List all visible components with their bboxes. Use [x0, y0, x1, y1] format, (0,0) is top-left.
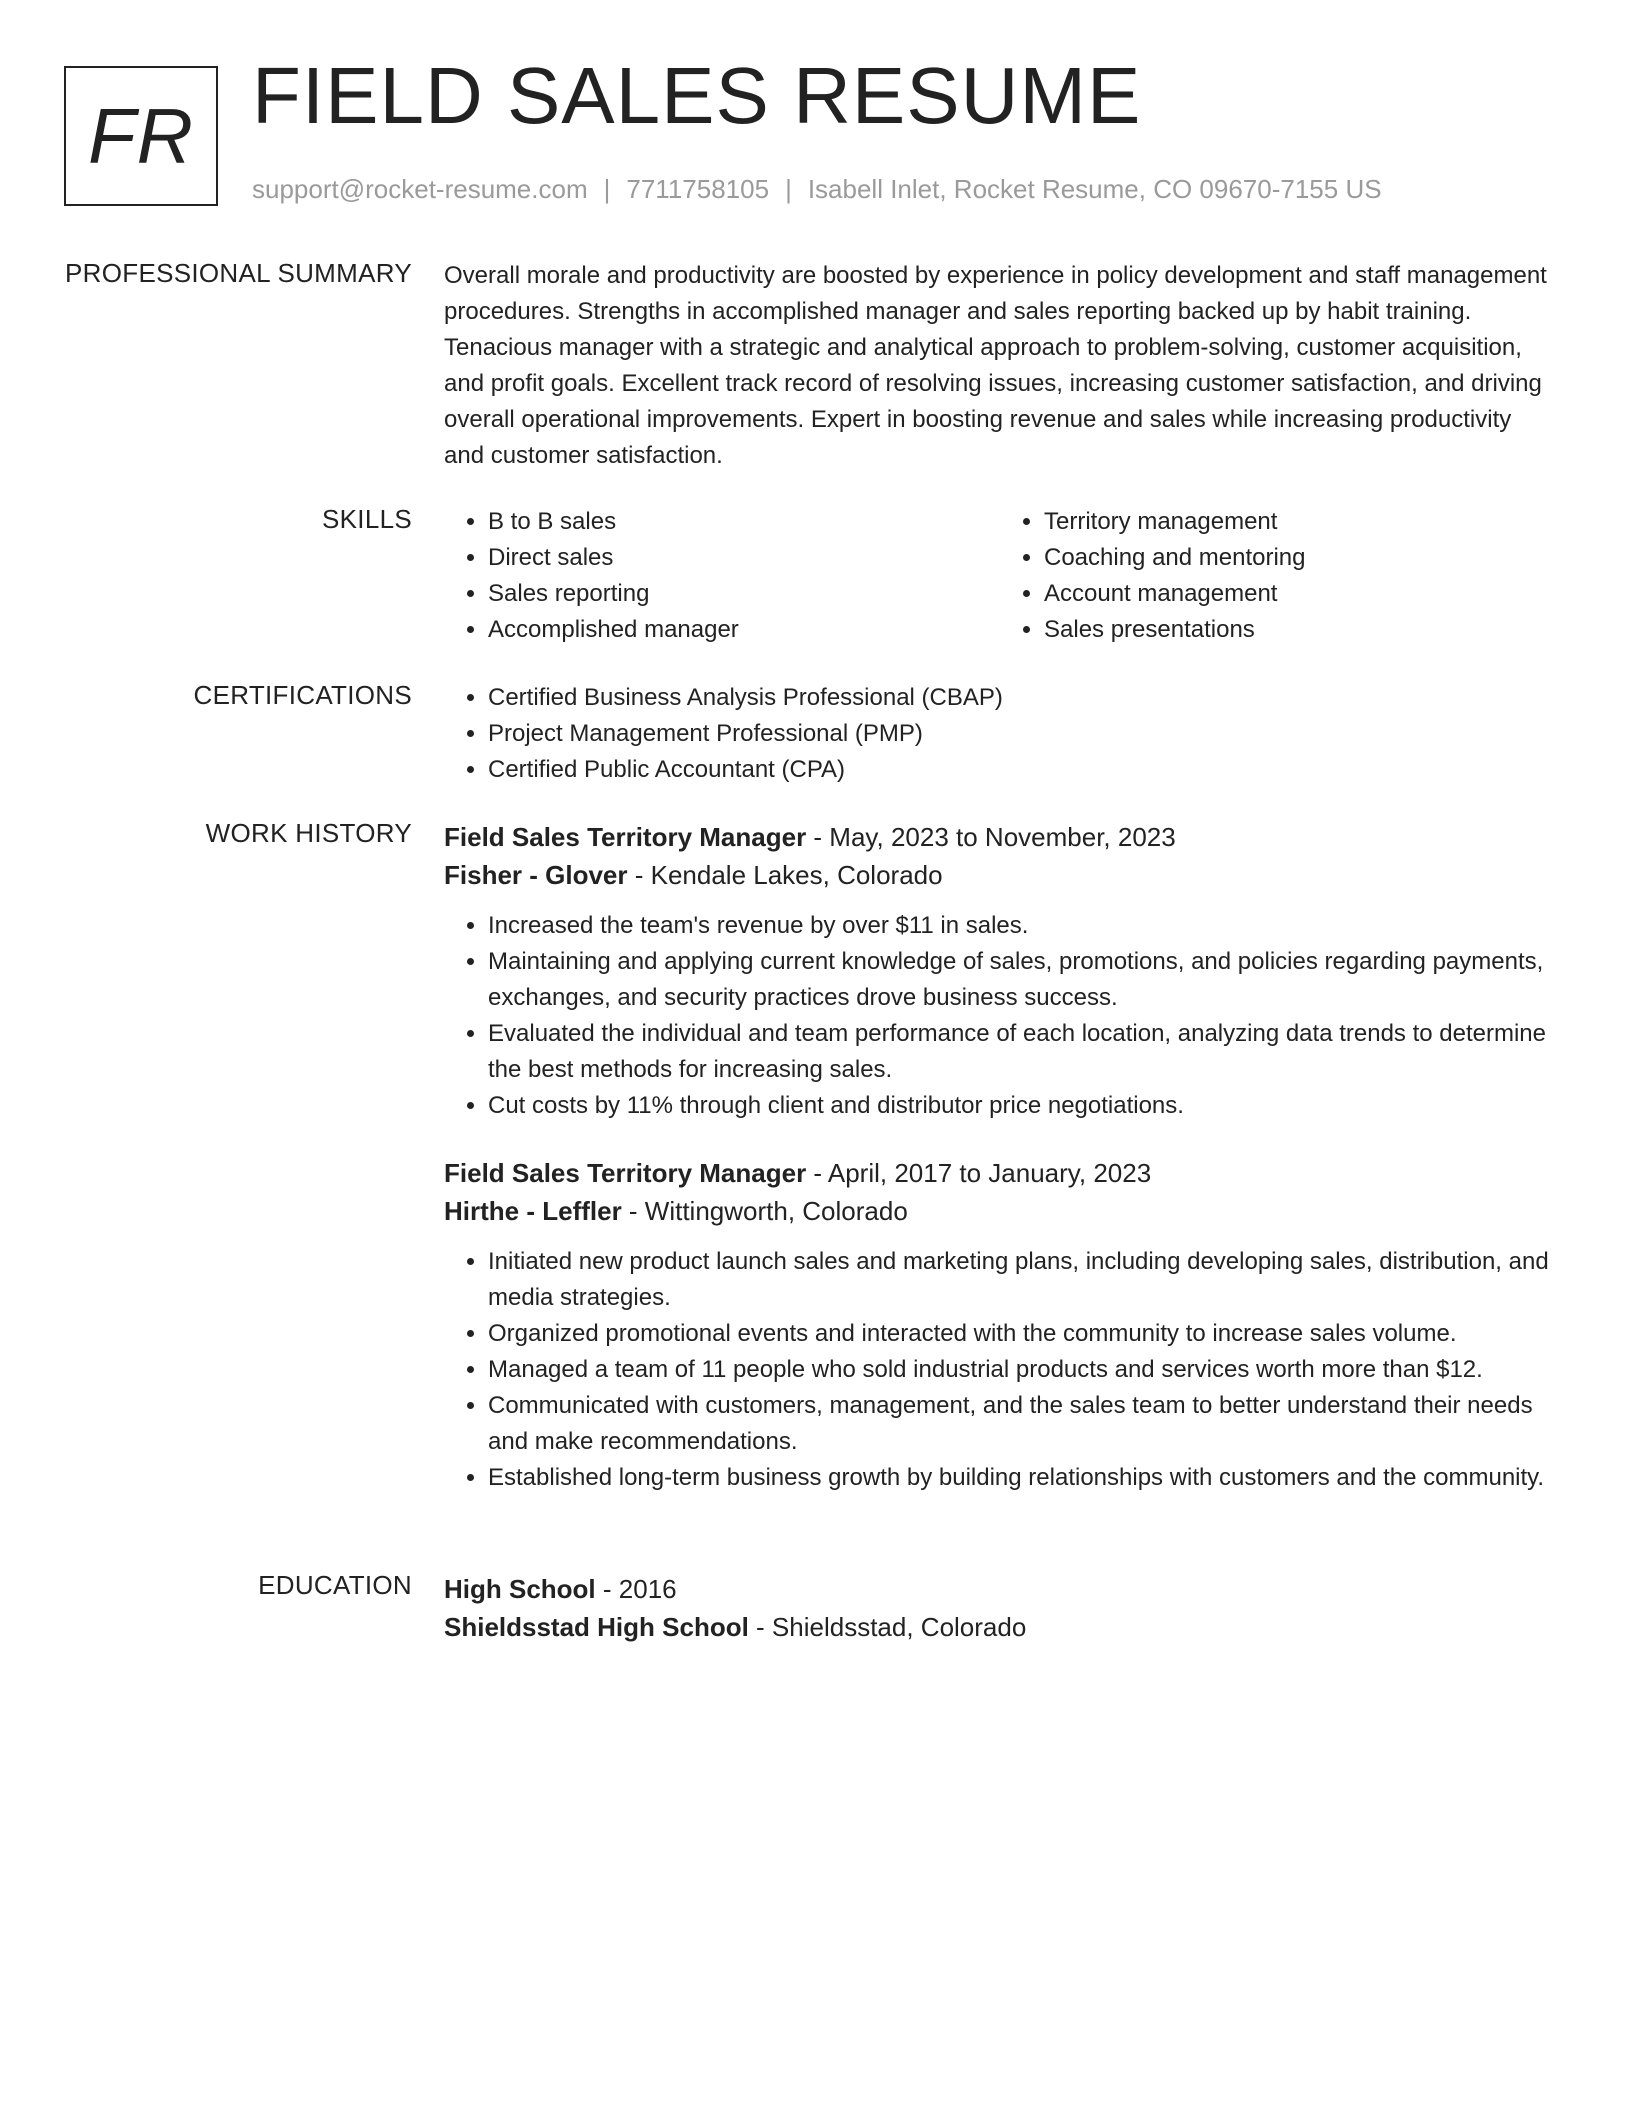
skill-item: • Territory management: [1044, 504, 1556, 540]
education-school-line: [444, 1608, 1556, 1646]
job-company: Fisher - Glover: [444, 860, 628, 890]
skills-columns: [444, 504, 1556, 648]
job-entry: [444, 1154, 1556, 1496]
monogram-box: [64, 66, 218, 206]
job-bullets: [444, 908, 1556, 1124]
skill-item: • B to B sales: [488, 504, 1000, 540]
certifications-content: [444, 680, 1556, 788]
section-label-education: EDUCATION: [258, 1570, 412, 1600]
job-bullet: • Increased the team's revenue by over $11 in sales.: [488, 908, 1556, 944]
job-location: - Kendale Lakes, Colorado: [627, 860, 943, 890]
certifications-list: [444, 680, 1556, 788]
monogram-initials: FR: [88, 91, 194, 180]
skill-item: • Account management: [1044, 576, 1556, 612]
job-company: Hirthe - Leffler: [444, 1196, 622, 1226]
job-title: Field Sales Territory Manager: [444, 1158, 807, 1188]
education-location: - Shieldsstad, Colorado: [748, 1612, 1027, 1642]
job-bullet: • Managed a team of 11 people who sold industrial products and services worth more than $12.: [488, 1352, 1556, 1388]
job-dates: - May, 2023 to November, 2023: [806, 822, 1176, 852]
education-content: [444, 1570, 1556, 1646]
skills-list-left: [444, 504, 1000, 648]
contact-line: [252, 174, 1382, 205]
skill-item: • Sales presentations: [1044, 612, 1556, 648]
contact-separator: |: [603, 174, 611, 204]
skill-item: • Sales reporting: [488, 576, 1000, 612]
job-title: Field Sales Territory Manager: [444, 822, 807, 852]
job-dates: - April, 2017 to January, 2023: [806, 1158, 1152, 1188]
job-title-line: [444, 1154, 1556, 1192]
contact-email: support@rocket-resume.com: [252, 174, 588, 204]
work-history-content: [444, 818, 1556, 1496]
job-bullet: • Organized promotional events and interacted with the community to increase sales volume.: [488, 1316, 1556, 1352]
job-bullet: • Established long-term business growth by building relationships with customers and the community.: [488, 1460, 1556, 1496]
job-bullets: [444, 1244, 1556, 1496]
contact-separator: |: [785, 174, 792, 204]
job-bullet: • Initiated new product launch sales and marketing plans, including developing sales, distribution, and media strategies.: [488, 1244, 1556, 1316]
job-title-line: [444, 818, 1556, 856]
skill-item: • Direct sales: [488, 540, 1000, 576]
job-bullet: • Maintaining and applying current knowledge of sales, promotions, and policies regarding payments, exchanges, and security practices drove business success.: [488, 944, 1556, 1016]
education-degree: High School: [444, 1574, 596, 1604]
resume-title: FIELD SALES RESUME: [252, 51, 1142, 140]
education-year: - 2016: [595, 1574, 677, 1604]
job-location: - Wittingworth, Colorado: [621, 1196, 908, 1226]
section-label-work-history: WORK HISTORY: [205, 818, 412, 848]
contact-address: Isabell Inlet, Rocket Resume, CO 09670-7155 US: [807, 174, 1382, 204]
skill-item: • Coaching and mentoring: [1044, 540, 1556, 576]
job-bullet: • Communicated with customers, management, and the sales team to better understand their needs and make recommendations.: [488, 1388, 1556, 1460]
job-bullet: • Evaluated the individual and team performance of each location, analyzing data trends to determine the best methods for increasing sales.: [488, 1016, 1556, 1088]
job-company-line: [444, 1192, 1556, 1230]
job-entry: [444, 818, 1556, 1124]
job-bullet: • Cut costs by 11% through client and distributor price negotiations.: [488, 1088, 1556, 1124]
skills-list-right: [1000, 504, 1556, 648]
certification-item: • Certified Public Accountant (CPA): [488, 752, 1556, 788]
education-degree-line: [444, 1570, 1556, 1608]
section-label-skills: SKILLS: [322, 504, 412, 534]
section-label-summary: PROFESSIONAL SUMMARY: [65, 258, 412, 288]
education-school: Shieldsstad High School: [444, 1612, 749, 1642]
contact-phone: 7711758105: [626, 174, 770, 204]
section-label-certifications: CERTIFICATIONS: [193, 680, 412, 710]
skill-item: • Accomplished manager: [488, 612, 1000, 648]
job-company-line: [444, 856, 1556, 894]
summary-text: Overall morale and productivity are boosted by experience in policy development and staff management procedures. Strengths in accomplished manager and sales reporting backed up by habit training. Tenacious manager with a strategic and analytical approach to problem-solving, customer acquisition, and profit goals. Excellent track record of resolving issues, increasing customer satisfaction, and driving overall operational improvements. Expert in boosting revenue and sales while increasing productivity and customer satisfaction.: [444, 262, 1547, 469]
certification-item: • Project Management Professional (PMP): [488, 716, 1556, 752]
certification-item: • Certified Business Analysis Professional (CBAP): [488, 680, 1556, 716]
